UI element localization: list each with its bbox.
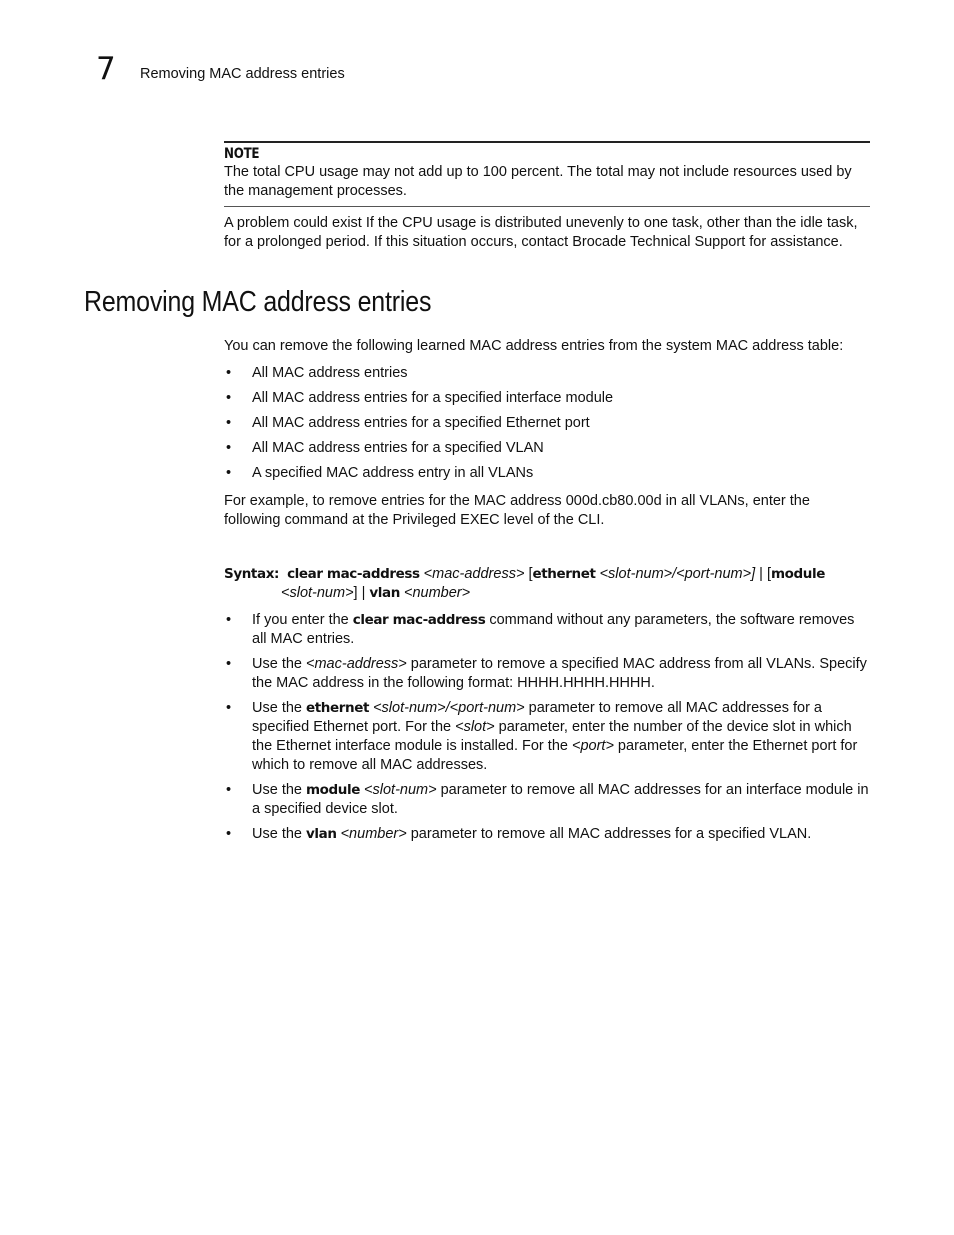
bullet-icon: • [226, 440, 232, 456]
list-item: • All MAC address entries for a specified VLAN [226, 440, 544, 456]
section-heading: Removing MAC address entries [84, 286, 432, 318]
syntax-slot-port-param: <slot-num>/<port-num>] [599, 566, 756, 582]
syntax-mac-param: <mac-address> [423, 566, 525, 582]
list-item: • If you enter the clear mac-address command without any parameters, the software removes all MAC entries. [226, 612, 855, 647]
note-box [224, 141, 870, 207]
list-item: • A specified MAC address entry in all VLANs [226, 465, 534, 481]
syntax-vlan-keyword: vlan [369, 585, 400, 601]
example-paragraph: For example, to remove entries for the MAC address 000d.cb80.00d in all VLANs, enter the following command at the Privileged EXEC level of the CLI. [224, 493, 810, 528]
bullet-icon: • [226, 782, 232, 798]
syntax-number-param: <number> [404, 585, 471, 601]
syntax-line-1: Syntax: clear mac-address <mac-address> [ethernet <slot-num>/<port-num>] | [module [224, 566, 825, 582]
section-intro: You can remove the following learned MAC address entries from the system MAC address table: [224, 338, 844, 354]
syntax-line-2: <slot-num>] | vlan <number> [281, 585, 471, 601]
syntax-label: Syntax: [224, 566, 280, 582]
bullet-icon: • [226, 700, 232, 716]
bullet-icon: • [226, 826, 232, 842]
bullet-icon: • [226, 365, 232, 381]
list-item: • All MAC address entries for a specified interface module [226, 390, 614, 406]
bullet-icon: • [226, 390, 232, 406]
running-header-title: Removing MAC address entries [140, 66, 345, 82]
bullet-icon: • [226, 612, 232, 628]
bullet-icon: • [226, 656, 232, 672]
bullet-icon: • [226, 465, 232, 481]
note-label: NOTE [224, 146, 260, 162]
parameter-list [224, 611, 870, 844]
list-item: • Use the <mac-address> parameter to remove a specified MAC address from all VLANs. Specify the MAC address in the following format: HHHH.HHHH.HHHH. [226, 656, 867, 691]
syntax-module-keyword: module [771, 566, 825, 582]
list-item: • Use the ethernet <slot-num>/<port-num> parameter to remove all MAC addresses for a specified Ethernet port. For the <slot> parameter, enter the number of the device slot in which the Ethernet interface module is installed. For the <port> parameter, enter the Ethernet port for which to remove all MAC addresses. [226, 700, 858, 773]
cpu-paragraph: A problem could exist If the CPU usage is distributed unevenly to one task, other than the idle task, for a prolonged period. If this situation occurs, contact Brocade Technical Support for assistance. [224, 215, 858, 250]
bullet-icon: • [226, 415, 232, 431]
syntax-ethernet-keyword: ethernet [532, 566, 596, 582]
options-list [224, 364, 870, 483]
chapter-number: 7 [96, 51, 116, 87]
list-item: • Use the vlan <number> parameter to remove all MAC addresses for a specified VLAN. [226, 826, 812, 842]
list-item: • All MAC address entries [226, 365, 408, 381]
syntax-command: clear mac-address [287, 566, 420, 582]
list-item: • Use the module <slot-num> parameter to remove all MAC addresses for an interface module in a specified device slot. [226, 782, 869, 817]
note-text: The total CPU usage may not add up to 100 percent. The total may not include resources used by the management processes. [224, 164, 852, 199]
syntax-block [224, 565, 870, 603]
syntax-slot-param: <slot-num> [281, 585, 354, 601]
list-item: • All MAC address entries for a specified Ethernet port [226, 415, 590, 431]
